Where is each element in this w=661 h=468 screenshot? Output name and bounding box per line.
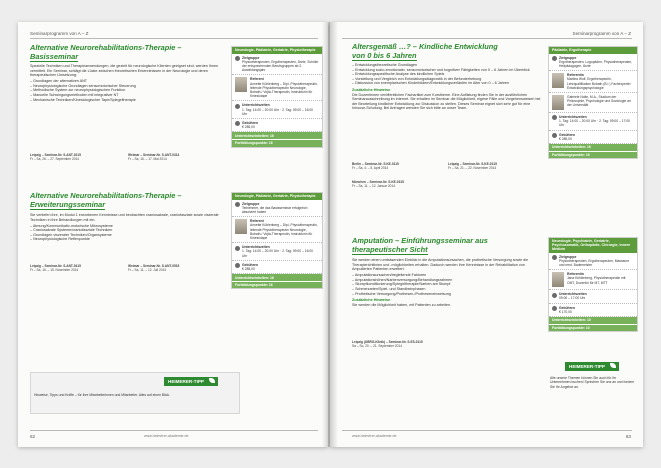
info-row: Unterrichtszeiten 1. Tag: 14:00 – 20:00 Uhr · 2. Tag: 09:00 – 17:00 Uhr — [549, 113, 637, 131]
euro-icon — [552, 306, 557, 311]
list-item: – Methodische System zur neurophysiologischen Funktion — [30, 88, 220, 93]
list-item: – Vorstellung und Vergleich von Entwicklungsdiagnostik in der Befunderhebung — [352, 77, 542, 82]
credit-points: Fortbildungspunkte: 16 — [232, 281, 322, 289]
clock-icon — [235, 104, 240, 109]
seminar-date: Leipzig – Seminar-Nr. S.ANT-0215 Fr – Sa, 26. – 27. September 2014 — [30, 153, 81, 162]
list-item: – Diskussion von exemplarischen Kinderbildern/Entwicklungsverläufen im Alter von 0 – 6 Jahren — [352, 81, 542, 86]
seminar-date: Leipzig – Seminar-Nr. S.KE-0215 Fr – Sa, 21. – 22. November 2014 — [448, 162, 497, 171]
info-row: Unterrichtszeiten 1. Tag: 14:00 – 20:00 Uhr · 2. Tag: 09:00 – 16:00 Uhr — [232, 101, 322, 119]
list-item: – Mechanische Techniken/Kinesiologischer Tape/Spiegeltherapie — [30, 98, 220, 103]
info-row: Zielgruppe Physiotherapeuten, Ergotherapeuten, Masseure und med. Bademeister — [549, 253, 637, 271]
page-number: 62 — [30, 434, 36, 439]
info-row: Gebühren € 285,00 — [232, 261, 322, 274]
course-info-box — [548, 46, 638, 159]
seminar-date: Leipzig – Seminar-Nr. S.ANT-0415 Fr – Sa, 16. – 15. November 2014 — [30, 264, 81, 273]
tip-text: Hinweise, Tipps und Kniffe – für Ihre Mitarbeiterinnen und Mitarbeiter. Alles auf einen Blick. — [34, 393, 171, 397]
clock-icon — [552, 293, 557, 298]
credit-units: Unterrichtseinheiten: 10 — [549, 317, 637, 324]
seminar-date: Weimar – Seminar-Nr. S.ANT-0515 Fr – Sa, 11. – 12. Juli 2014 — [128, 264, 180, 273]
info-row: Zielgruppe Ergotherapeuten, Logopäden, Physiotherapeuten, Heilpädagogen, Ärzte — [549, 54, 637, 72]
info-row: Unterrichtszeiten 1. Tag: 14:00 – 20:00 Uhr · 2. Tag: 09:00 – 16:00 Uhr — [232, 243, 322, 261]
group-icon — [235, 56, 240, 61]
clock-icon — [552, 115, 557, 120]
euro-icon — [552, 133, 557, 138]
speaker-photo — [235, 219, 247, 234]
course-title: Alternative Neurorehabilitations-Therapie – Basisseminar — [30, 43, 182, 61]
course-title: Altersgemäß …? – Kindliche Entwicklung von 0 bis 6 Jahren — [352, 42, 498, 60]
additional-notes-heading: Zusätzliche Hinweise — [352, 298, 391, 303]
footer-rule — [342, 430, 632, 431]
list-item: – Schmerzarten/Spiel- und Standbeinphasen — [352, 287, 542, 292]
seminar-date: Leipzig (UBRG-Klinik) – Seminar-Nr. S.ES-0115 Sa – So, 20. – 21. September 2014 — [352, 340, 423, 349]
course-info-box — [231, 46, 323, 148]
additional-notes-heading: Zusätzliche Hinweise — [352, 87, 391, 92]
info-row: Zielgruppe Physiotherapeuten, Ergotherapeuten, Ärzte, Schüler der entsprechenden Berufsgruppen ab 2. Ausbildungsjahr — [232, 54, 322, 76]
footer-url: www.heimerer-akademie.de — [352, 434, 397, 438]
credit-units: Unterrichtseinheiten: 16 — [232, 274, 322, 281]
info-row: Referentin Martina Wolf, Ergotherapeutin, Lehrqualifikation Bobath (B.I.) Fachexpertin Entwicklungspsychologie — [549, 71, 637, 93]
header-rule — [30, 38, 318, 39]
info-row: Referent Annette Kühlenberg – Dipl.-Physiotherapeutin, leitende Physiotherapeutin Neurologie, Bobath-/ Vojta-Therapeutin, Instruktorin für Kinesiotape — [232, 217, 322, 243]
course-description: Spezielle Techniken und Therapieanwendungen, die gezielt für neurologische Klienten geeignet sind, werden Ihnen vermittelt. Ein Seminar, schlägt die Lücke zwischen theoretischen Erkenntnissen in der Neurologie und deren therapeutischen Umsetzung: – Grundlagen der alternativen ANT – Neurophysiologische Grundlagen sensomotorischer Steuerung – Methodische System zur neurophysiologischen Funktion – Manuelle Schwingungsmethoden mit integrativer NT – Mechanische Techniken/Kinesiologischer Tape/Spiegeltherapie — [30, 64, 220, 104]
credit-points: Fortbildungspunkte: 10 — [549, 324, 637, 332]
list-item: – Stumpfkonditionierung/Spiegeltherapie/Narben am Stumpf — [352, 282, 542, 287]
specialty-header: Neurologie, Psychiatrie, Geriatrie, Psychosomatik, Orthopädie, Chirurgie, Innere Medizin — [549, 238, 637, 253]
info-row: Gebühren € 285,00 — [549, 131, 637, 144]
course-title: Alternative Neurorehabilitations-Therapie – Erweiterungsseminar — [30, 191, 182, 209]
speaker-photo — [552, 272, 564, 287]
list-item: – Entwicklungstheoretische Grundlagen — [352, 63, 542, 68]
credit-units: Unterrichtseinheiten: 16 — [232, 132, 322, 139]
group-icon — [552, 56, 557, 61]
course-description: Sie vertiefen ihre, im Modul 1 erworbenen Kenntnisse und beobachten craniosakrale, craniofasziale sowie viszerale Techniken in ihre Behandlungen mit ein. – Atmung/Kommunikativ-motorische Mikrosysteme – Craniosakrale Systeme/craniofasziale Techniken – Grundlagen viszeraler Techniken/Organsysteme – Neurophysiologische Reflexpunkte — [30, 213, 220, 244]
info-row: Gabriele Nolte, M.A., Studium der Philosophie, Psychologie und Soziologie an der Universität — [549, 93, 637, 113]
info-row: Referent Annette Kühlenberg – Dipl.-Physiotherapeutin, leitende Physiotherapeutin Neurologie, Bobath-/ Vojta-Therapeutin, Instruktorin für Kinesiotape — [232, 75, 322, 101]
footer-rule — [30, 430, 318, 431]
header-rule — [342, 38, 632, 39]
speaker-photo — [235, 77, 247, 92]
list-item: – Amputationshöhen/Narbenversorgung/Behandlungsrahmen — [352, 278, 542, 283]
course-info-box — [231, 192, 323, 289]
speaker-photo — [552, 73, 564, 88]
heimerer-tip-badge: HEIMERER-TIPP — [565, 362, 619, 371]
info-row: Unterrichtszeiten 09:00 – 17:00 Uhr — [549, 290, 637, 303]
credit-units: Unterrichtseinheiten: 16 — [549, 144, 637, 151]
list-item: – Entwicklungsspezifische Analyse des kindlichen Spiels — [352, 72, 542, 77]
list-item: – Atmung/Kommunikativ-motorische Mikrosysteme — [30, 224, 220, 229]
list-item: – Grundlagen viszeraler Techniken/Organsysteme — [30, 233, 220, 238]
list-item: – Craniosakrale Systeme/craniofasziale Techniken — [30, 228, 220, 233]
list-item: – Amputationsursachen/begleitende Faktoren — [352, 273, 542, 278]
info-row: Referentin Jana Kühlenberg, Physiotherapeutin mit OMT, Dozentin für MT, MTT — [549, 270, 637, 290]
tip-text: Alle unsere Themen können Sie auch für Ihr Unternehmen buchen! Sprechen Sie uns an und fordern Sie Ihr Angebot an. — [550, 376, 635, 389]
seminar-date: München – Seminar-Nr. S.KE-0315 Fr – Sa, 11. – 12. Januar 2014 — [352, 180, 404, 189]
leaf-logo-icon — [209, 378, 215, 383]
specialty-header: Pädiatrie, Ergotherapie — [549, 47, 637, 54]
euro-icon — [235, 121, 240, 126]
info-row: Gebühren € 170,00 — [549, 304, 637, 317]
heimerer-tip-badge: HEIMERER-TIPP — [164, 377, 218, 386]
euro-icon — [235, 263, 240, 268]
list-item: – Neurophysiologische Grundlagen sensomotorischer Steuerung — [30, 84, 220, 89]
running-head: Seminarprogramm von A – Z — [30, 31, 89, 36]
clock-icon — [235, 246, 240, 251]
course-info-box — [548, 237, 638, 332]
speaker-photo — [552, 95, 564, 110]
list-item: – Neurophysiologische Reflexpunkte — [30, 237, 220, 242]
list-item: – Prothetische Versorgung/Prothesen-/Protheseneinweisung — [352, 292, 542, 297]
info-row: Gebühren € 285,00 — [232, 119, 322, 132]
right-page — [330, 22, 643, 447]
left-page — [18, 22, 328, 447]
course-description: Sie werden einen umfassenden Einblick in die Amputationsursachen, die prothetische Versorgung sowie die Therapierichtlinien und -möglichkeiten erhalten. Dadurch werden Ihre Kenntnisse in der Rehabilitation von Amputierten Patienten erweitert. – Amputationsursachen/begleitende Faktoren – Amputationshöhen/Narbenversorgung/Behandlungsrahmen – Stumpfkonditionierung/Spiegeltherapie/Narben am Stumpf – Schmerzarten/Spiel- und Standbeinphasen – Prothetische Versorgung/Prothesen-/Protheseneinweisung Zusätzliche Hinweise Sie werden die Möglichkeit haben, mit Patienten zu arbeiten. — [352, 258, 542, 309]
running-head: Seminarprogramm von A – Z — [572, 31, 631, 36]
specialty-header: Neurologie, Pädiatrie, Geriatrie, Physiotherapie — [232, 47, 322, 54]
footer-url: www.heimerer-akademie.de — [144, 434, 189, 438]
course-description: – Entwicklungstheoretische Grundlagen – Entwicklung sozio-emotionaler, sensomotorischer und kognitiver Fähigkeiten von 0 – 6 Jahren im Überblick – Entwicklungsspezifische Analyse des kindlichen Spiels – Vorstellung und Vergleich von Entwicklungsdiagnostik in der Befunderhebung – Diskussion von exemplarischen Kinderbildern/Entwicklungsverläufen im Alter von 0 – 6 Jahren Zusätzliche Hinweise Die Dozentinnen veröffentlichen Fachartikel zum Kurstheme. Eine Auflistung finden Sie in der ausführlichen Seminarausschreibung im Internet. Sie erhalten im Seminar die Möglichkeit, eigene Fälle und Vorgehensweisen bei der Beurteilung kindlicher Entwicklung zur Diskussion zu stellen. Dieses Seminar eignet sich sehr gut für eine Inhouse-Schulung. Bei Anfragen wenden Sie sich bitte an unser Team. — [352, 63, 542, 112]
list-item: – Entwicklung sozio-emotionaler, sensomotorischer und kognitiver Fähigkeiten von 0 – 6 Jahren im Überblick — [352, 68, 542, 73]
seminar-date: Weimar – Seminar-Nr. S.ANT-0314 Fr – Sa, 16. – 17. Mai 2014 — [128, 153, 180, 162]
list-item: – Grundlagen der alternativen ANT — [30, 79, 220, 84]
credit-points: Fortbildungspunkte: 16 — [549, 151, 637, 159]
page-number: 63 — [625, 434, 631, 439]
credit-points: Fortbildungspunkte: 16 — [232, 139, 322, 147]
course-title: Amputation – Einführungsseminar aus therapeutischer Sicht — [352, 236, 488, 254]
leaf-logo-icon — [610, 363, 616, 368]
specialty-header: Neurologie, Pädiatrie, Geriatrie, Physiotherapie — [232, 193, 322, 200]
group-icon — [552, 255, 557, 260]
book-gutter — [322, 22, 338, 447]
list-item: – Manuelle Schwingungsmethoden mit integrativer NT — [30, 93, 220, 98]
info-row: Zielgruppe Teilnehmer, die das Basisseminar erfolgreich absolviert haben — [232, 200, 322, 218]
group-icon — [235, 202, 240, 207]
seminar-date: Berlin – Seminar-Nr. S.KE-0115 Fr – Sa, 4. – 5. April 2014 — [352, 162, 399, 171]
